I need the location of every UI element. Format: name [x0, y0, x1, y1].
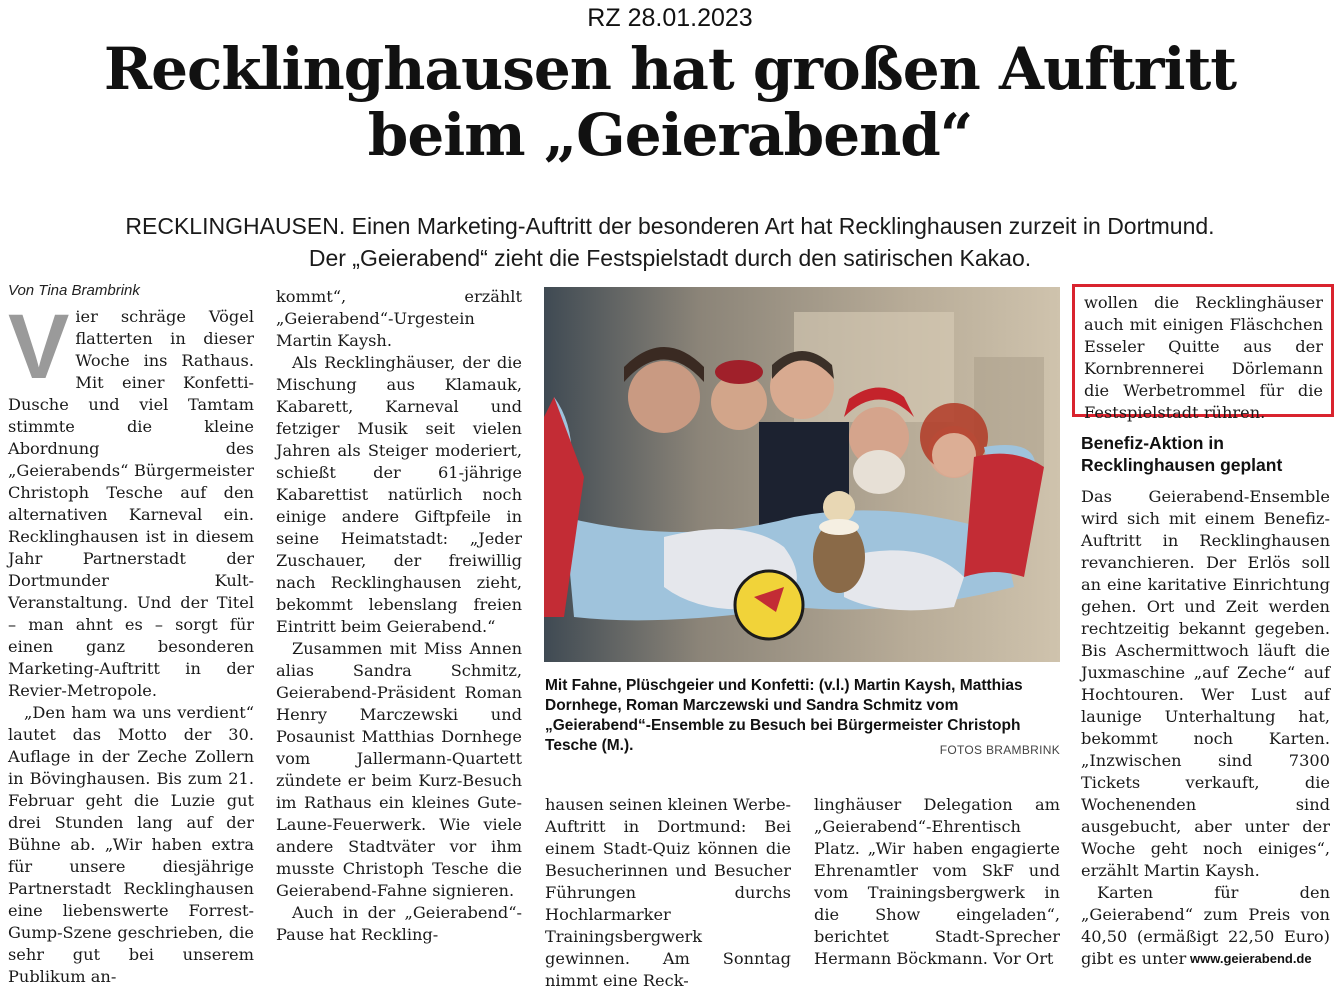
article-column-5 — [1081, 486, 1330, 970]
date-stamp: RZ 28.01.2023 — [587, 4, 753, 32]
highlighted-text-box: wollen die Recklinghäuser auch mit einigen Fläschchen Esseler Quitte aus der Kornbrennerei Dörlemann die Werbetrommel für die Festspielstadt rühren. — [1072, 284, 1334, 417]
photo-illustration — [544, 287, 1060, 662]
headline-line-1: Recklinghausen hat großen Auftritt — [103, 35, 1237, 103]
paragraph: hausen seinen kleinen Werbe-Auftritt in Dortmund: Bei einem Stadt-Quiz können die Besucherinnen und Besucher Führungen durchs Hochlarmarker Trainingsbergwerk gewinnen. Am Sonntag nimmt eine Reck- — [545, 795, 791, 990]
photo-caption: Mit Fahne, Plüschgeier und Konfetti: (v.l.) Martin Kaysh, Matthias Dornhege, Roman Marczewski und Sandra Schmitz vom „Geierabend“-Ensemble zu Besuch bei Bürgermeister Christoph Tesche (M.). — [545, 677, 1023, 754]
intro-line-1: RECKLINGHAUSEN. Einen Marketing-Auftritt der besonderen Art hat Recklinghausen zurzeit in Dortmund. — [125, 213, 1215, 239]
paragraph: Auch in der „Geierabend“-Pause hat Reckling- — [276, 903, 522, 944]
intro-text — [0, 210, 1340, 274]
paragraph: Als Recklinghäuser, der die Mischung aus Klamauk, Kabarett, Karneval und fetziger Musik seit vielen Jahren als Steiger moderiert, schießt der 61-jährige Kabarettist natürlich noch einige andere Giftpfeile in seine Heimatstadt: „Jeder Zuschauer, der freiwillig nach Recklinghausen zieht, bekommt lebenslang freien Eintritt beim Geierabend.“ — [276, 353, 522, 636]
article-column-2 — [276, 286, 522, 946]
paragraph: Das Geierabend-Ensemble wird sich mit einem Benefiz-Auftritt in Recklinghausen revanchieren. Der Erlös soll an eine karitative Einrichtung gehen. Ort und Zeit werden rechtzeitig bekannt gegeben. Bis Aschermittwoch läuft die Juxmaschine „auf Zeche“ auf Hochtouren. Wer Lust auf launige Unterhaltung hat, bekommt noch Karten. „Inzwischen sind 7300 Tickets verkauft, die Wochenenden sind ausgebucht, aber unter der Woche geht noch einiges“, erzählt Martin Kaysh. — [1081, 487, 1330, 880]
headline — [0, 36, 1340, 168]
article-column-3 — [545, 794, 791, 992]
photo-credit: FOTOS BRAMBRINK — [939, 743, 1060, 757]
paragraph: Zusammen mit Miss Annen alias Sandra Schmitz, Geierabend-Präsident Roman Henry Marczewski und Posaunist Matthias Dornhege vom Jallermann-Quartett zündete er beim Kurz-Besuch im Rathaus ein kleines Gute-Laune-Feuerwerk. Wie viele andere Stadtväter vor ihm musste Christoph Tesche die Geierabend-Fahne signieren. — [276, 639, 522, 900]
author-byline: Von Tina Brambrink — [8, 282, 140, 299]
article-photo — [544, 287, 1060, 662]
paragraph: kommt“, erzählt „Geierabend“-Urgestein Martin Kaysh. — [276, 287, 522, 350]
paragraph: Karten für den „Geierabend“ zum Preis von 40,50 (ermäßigt 22,50 Euro) gibt es unter — [1081, 883, 1330, 968]
subheading: Benefiz-Aktion in Recklinghausen geplant — [1081, 433, 1283, 475]
intro-line-2: Der „Geierabend“ zieht die Festspielstadt durch den satirischen Kakao. — [308, 245, 1032, 271]
paragraph: ier schräge Vögel flatterten in dieser Woche ins Rathaus. Mit einer Konfetti-Dusche und viel Tamtam stimmte die kleine Abordnung des „Geierabends“ Bürgermeister Christoph Tesche auf den alternativen Karneval ein. Recklinghausen ist in diesem Jahr Partnerstadt der Dortmunder Kult-Veranstaltung. Und der Titel – man ahnt es – sorgt für einen ganz besonderen Marketing-Auftritt in der Revier-Metropole. — [8, 307, 254, 700]
website-link[interactable]: www.geierabend.de — [1190, 951, 1312, 966]
article-column-4 — [814, 794, 1060, 970]
paragraph: linghäuser Delegation am „Geierabend“-Ehrentisch Platz. „Wir haben engagierte Ehrenamtler vom SkF und vom Trainingsbergwerk in die Show eingeladen“, berichtet Stadt-Sprecher Hermann Böckmann. Vor Ort — [814, 795, 1060, 968]
paragraph: „Den ham wa uns verdient“ lautet das Motto der 30. Auflage in der Zeche Zollern in Bövinghausen. Bis zum 21. Februar geht die Luzie gut drei Stunden lang auf der Bühne ab. „Wir haben extra für unsere diesjährige Partnerstadt Recklinghausen eine liebenswerte Forrest-Gump-Szene geschrieben, die sehr gut bei unserem Publikum an- — [8, 703, 254, 986]
article-column-1 — [8, 296, 254, 988]
drop-cap: V — [8, 296, 70, 398]
headline-line-2: beim „Geierabend“ — [367, 101, 973, 169]
